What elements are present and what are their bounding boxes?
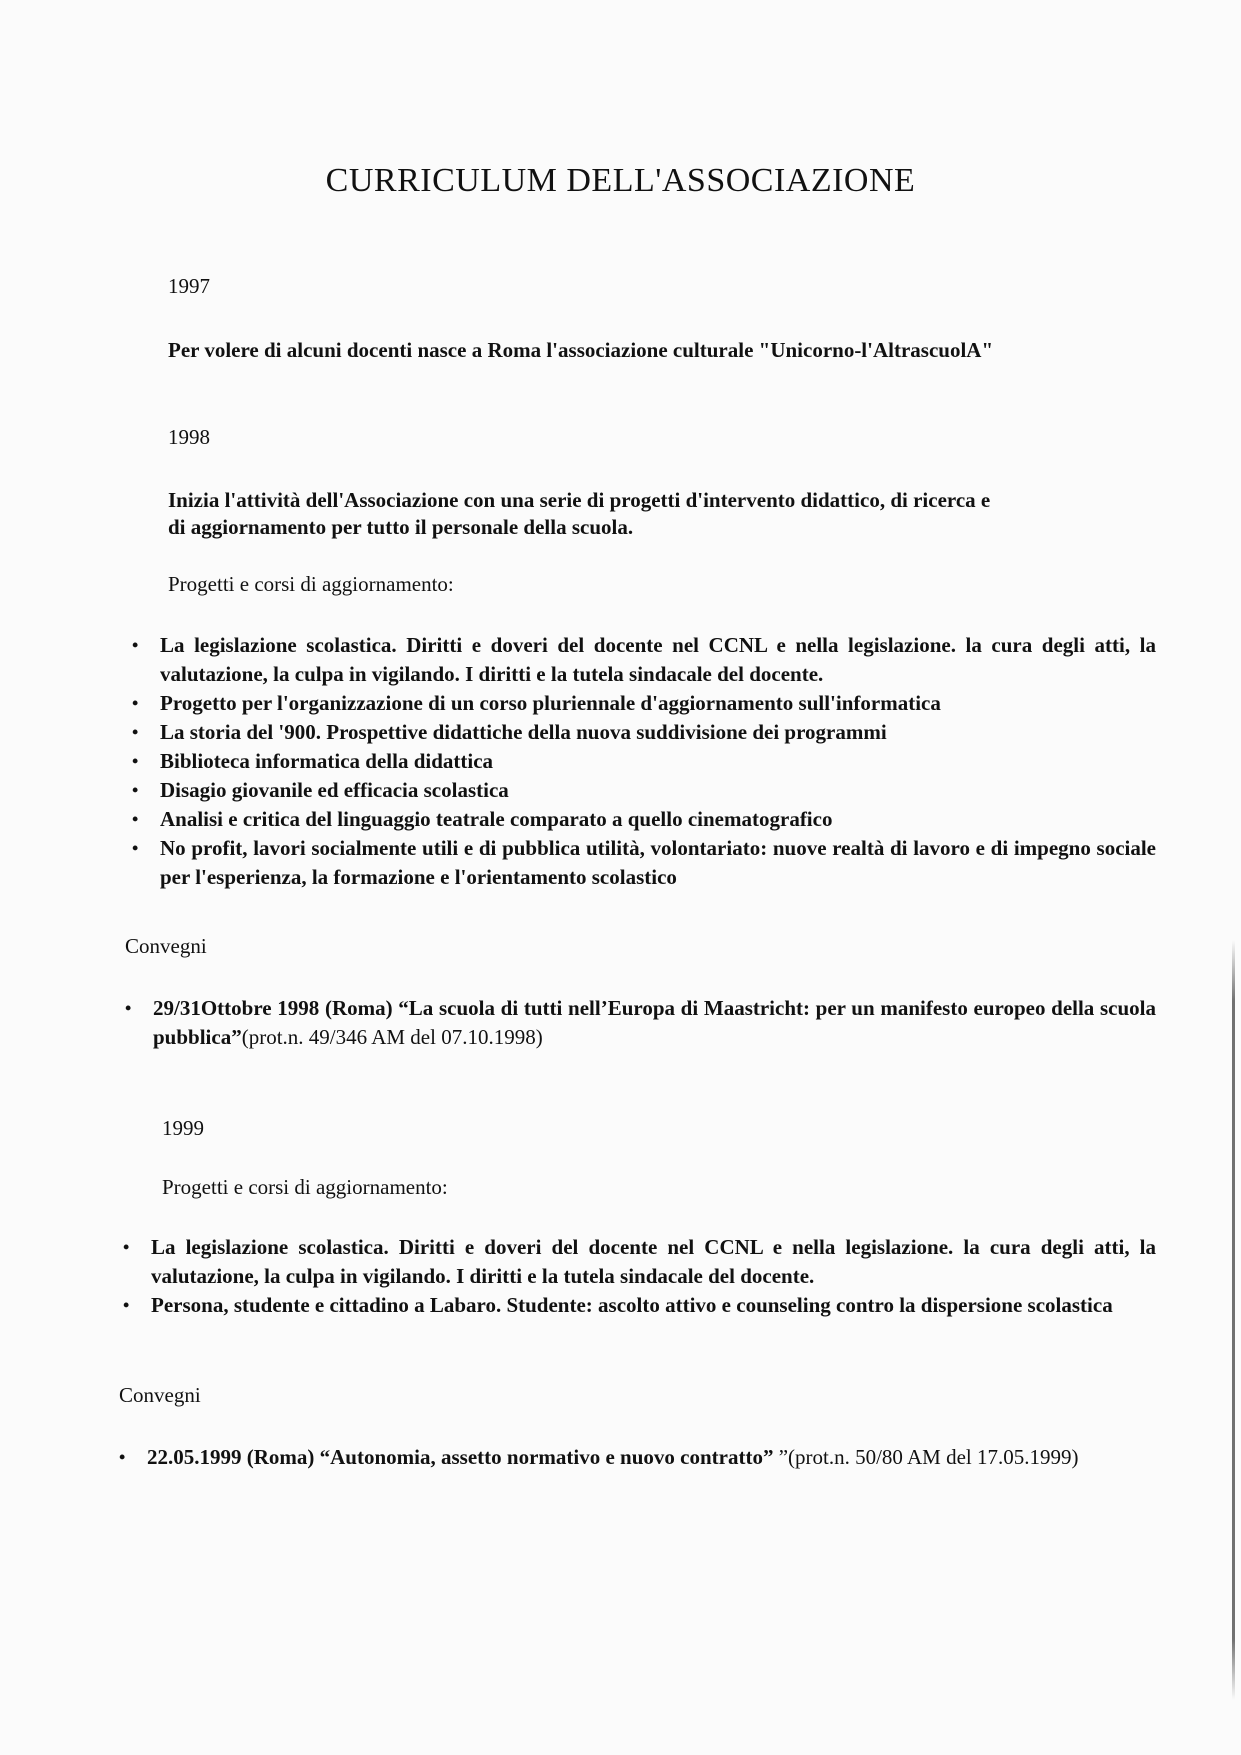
- list-item: • La legislazione scolastica. Diritti e doveri del docente nel CCNL e nella legislazione. la cura degli atti, la valutazione, la culpa in vigilando. I diritti e la tutela sindacale del docente.: [123, 1235, 1156, 1288]
- year-1998-intro-line1: Inizia l'attività dell'Associazione con una serie di progetti d'intervento didattico, di ricerca e: [168, 488, 991, 512]
- scan-edge-shadow: [1232, 940, 1235, 1700]
- year-1998-conferences-heading: Convegni: [125, 934, 207, 958]
- list-item: • 29/31Ottobre 1998 (Roma) “La scuola di tutti nell’Europa di Maastricht: per un manifesto europeo della scuola pubblica”(prot.n. 49/346 AM del 07.10.1998): [125, 996, 1156, 1049]
- year-1998-heading: 1998: [168, 425, 210, 449]
- bullet-icon: •: [132, 693, 139, 713]
- year-1999-heading: 1999: [162, 1116, 204, 1140]
- bullet-icon: •: [123, 1237, 130, 1257]
- bullet-icon: •: [132, 722, 139, 742]
- list-item: • 22.05.1999 (Roma) “Autonomia, assetto normativo e nuovo contratto” ”(prot.n. 50/80 AM del 17.05.1999): [147, 1443, 1156, 1472]
- year-1999-projects-list: [123, 1233, 1156, 1320]
- list-item: • La storia del '900. Prospettive didattiche della nuova suddivisione dei programmi: [160, 718, 1156, 747]
- list-item: • La legislazione scolastica. Diritti e doveri del docente nel CCNL e nella legislazione. la cura degli atti, la valutazione, la culpa in vigilando. I diritti e la tutela sindacale del docente.: [132, 633, 1156, 686]
- list-item: • Biblioteca informatica della didattica: [160, 747, 1156, 776]
- list-item: • Disagio giovanile ed efficacia scolastica: [160, 776, 1156, 805]
- bullet-icon: •: [132, 635, 139, 655]
- document-title: CURRICULUM DELL'ASSOCIAZIONE: [325, 162, 916, 199]
- bullet-icon: •: [132, 838, 139, 858]
- year-1999-projects-heading: Progetti e corsi di aggiornamento:: [162, 1175, 448, 1199]
- year-1998-intro-line2: di aggiornamento per tutto il personale della scuola.: [168, 515, 634, 539]
- year-1997-heading: 1997: [168, 274, 210, 298]
- year-1998-projects-list: [132, 631, 1156, 892]
- bullet-icon: •: [132, 780, 139, 800]
- list-item: • Analisi e critica del linguaggio teatrale comparato a quello cinematografico: [160, 805, 1156, 834]
- list-item: • No profit, lavori socialmente utili e di pubblica utilità, volontariato: nuove realtà di lavoro e di impegno sociale per l'esperienza, la formazione e l'orientamento scolastico: [132, 836, 1156, 889]
- list-item: • Progetto per l'organizzazione di un corso pluriennale d'aggiornamento sull'informatica: [160, 689, 1156, 718]
- bullet-icon: •: [123, 1295, 130, 1315]
- bullet-icon: •: [125, 998, 132, 1018]
- year-1998-projects-heading: Progetti e corsi di aggiornamento:: [168, 572, 454, 596]
- year-1998-conferences-list: [125, 994, 1156, 1052]
- list-item: • Persona, studente e cittadino a Labaro. Studente: ascolto attivo e counseling contro la dispersione scolastica: [151, 1291, 1156, 1320]
- bullet-icon: •: [132, 809, 139, 829]
- bullet-icon: •: [132, 751, 139, 771]
- year-1997-text: Per volere di alcuni docenti nasce a Roma l'associazione culturale "Unicorno-l'AltrascuolA": [168, 338, 994, 362]
- bullet-icon: •: [119, 1447, 126, 1467]
- year-1999-conferences-heading: Convegni: [119, 1383, 201, 1407]
- year-1999-conferences-list: [119, 1443, 1156, 1472]
